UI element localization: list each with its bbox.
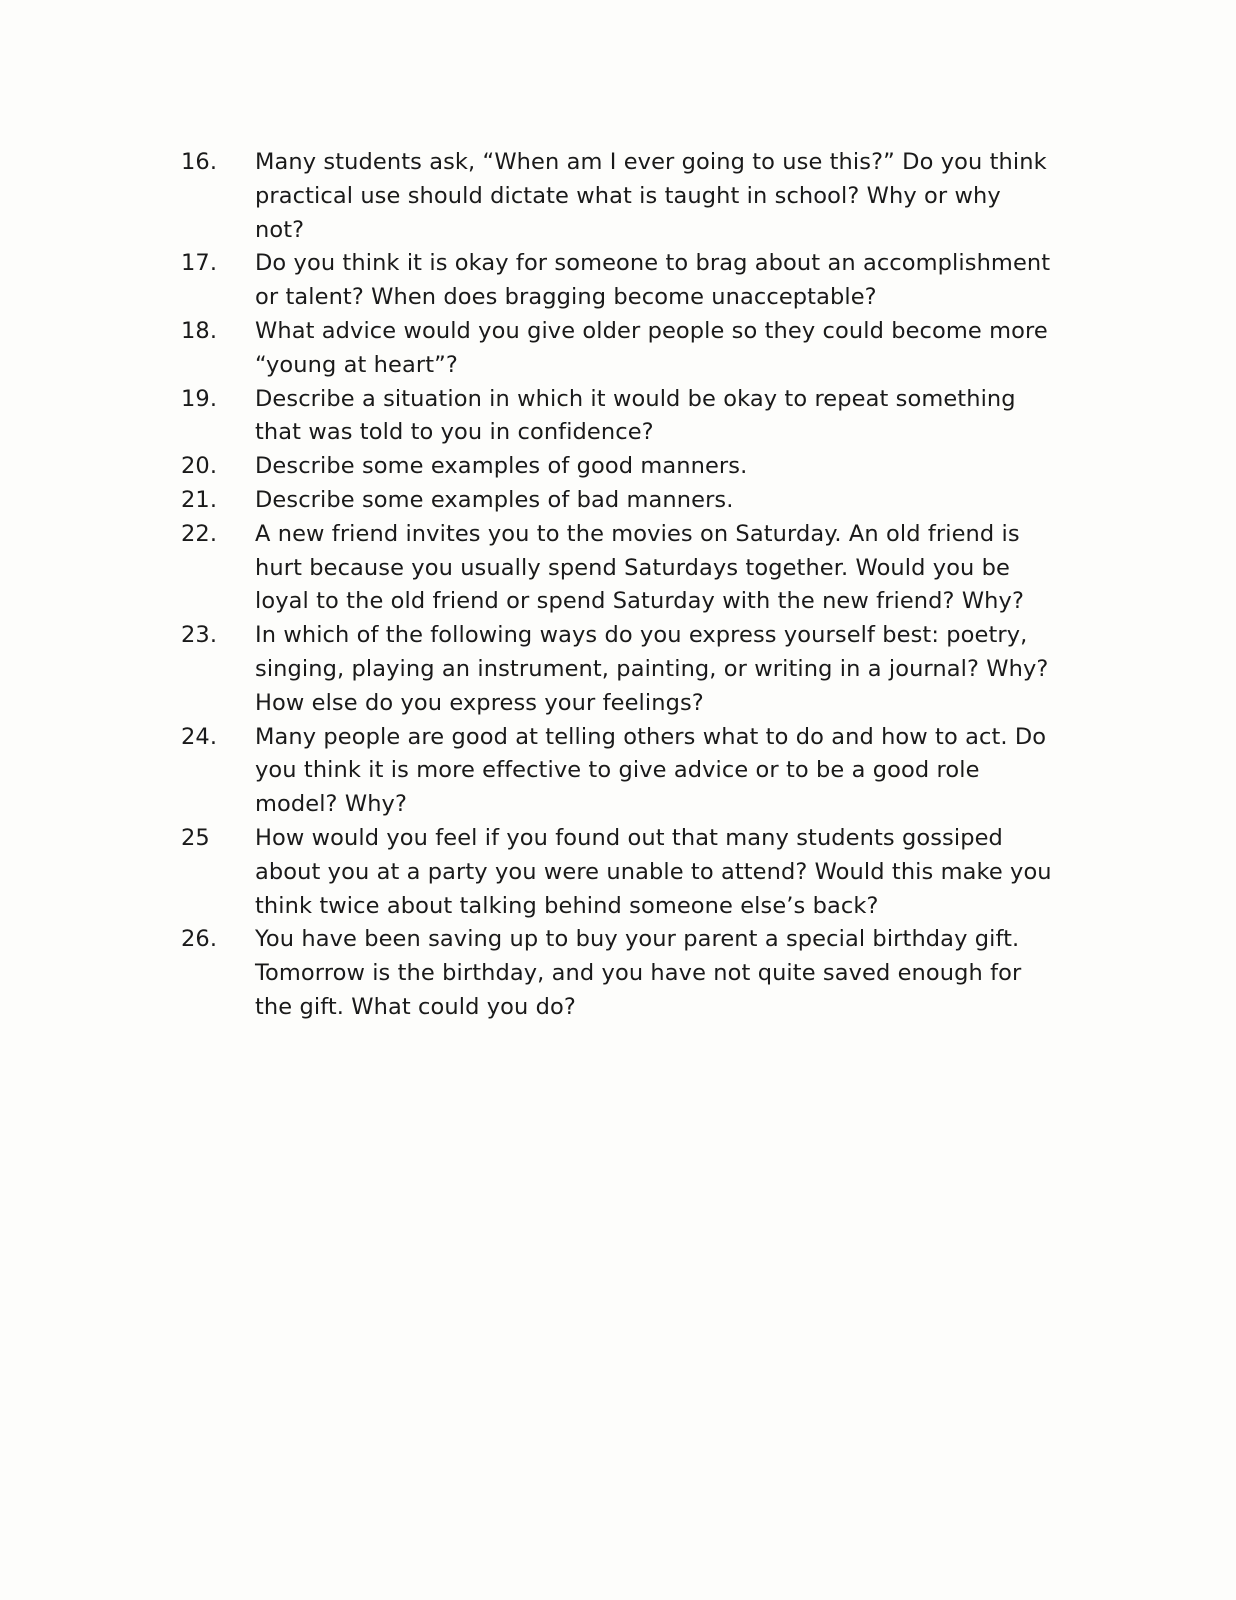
question-item-23 (181, 619, 1061, 720)
question-item-17 (181, 247, 1061, 315)
question-text: You have been saving up to buy your parent a special birthday gift. Tomorrow is the birthday, and you have not quite saved enough for the gift. What could you do? (255, 926, 1022, 1020)
question-number: 22. (181, 520, 218, 547)
question-item-25 (181, 822, 1061, 923)
question-number: 16. (181, 149, 218, 175)
question-text: A new friend invites you to the movies on Saturday. An old friend is hurt because you usually spend Saturdays together. Would you be loyal to the old friend or spend Saturday with the new friend? Why? (255, 520, 1024, 615)
question-number: 26. (181, 926, 218, 953)
question-text: Many students ask, “When am I ever going to use this?” Do you think practical use should dictate what is taught in school? Why or why not? (255, 149, 1047, 243)
question-item-22 (181, 518, 1061, 619)
question-number: 19. (181, 385, 218, 412)
question-list (181, 146, 1061, 1025)
question-number: 23. (181, 622, 218, 649)
question-number: 18. (181, 317, 218, 344)
question-item-24 (181, 721, 1061, 822)
question-item-20 (181, 450, 1061, 484)
question-number: 24. (181, 723, 218, 750)
question-text: Describe a situation in which it would be okay to repeat something that was told to you in confidence? (255, 385, 1016, 446)
question-text: What advice would you give older people so they could become more “young at heart”? (255, 317, 1048, 378)
question-text: In which of the following ways do you express yourself best: poetry, singing, playing an instrument, painting, or writing in a journal? Why? How else do you express your feelings? (255, 622, 1049, 716)
question-item-19 (181, 383, 1061, 451)
question-number: 20. (181, 453, 218, 480)
question-number: 17. (181, 250, 218, 277)
question-text: Describe some examples of good manners. (255, 453, 748, 480)
question-item-21 (181, 484, 1061, 518)
question-text: Describe some examples of bad manners. (255, 486, 734, 513)
question-text: How would you feel if you found out that many students gossiped about you at a party you were unable to attend? Would this make you think twice about talking behind someone else’s back? (255, 824, 1052, 919)
question-item-18 (181, 315, 1061, 383)
question-item-26 (181, 923, 1061, 1024)
question-number: 21. (181, 486, 218, 513)
question-item-16 (181, 146, 1061, 247)
question-text: Do you think it is okay for someone to brag about an accomplishment or talent? When does bragging become unacceptable? (255, 250, 1051, 311)
question-number: 25 (181, 824, 210, 851)
question-text: Many people are good at telling others what to do and how to act. Do you think it is more effective to give advice or to be a good role model? Why? (255, 723, 1047, 818)
